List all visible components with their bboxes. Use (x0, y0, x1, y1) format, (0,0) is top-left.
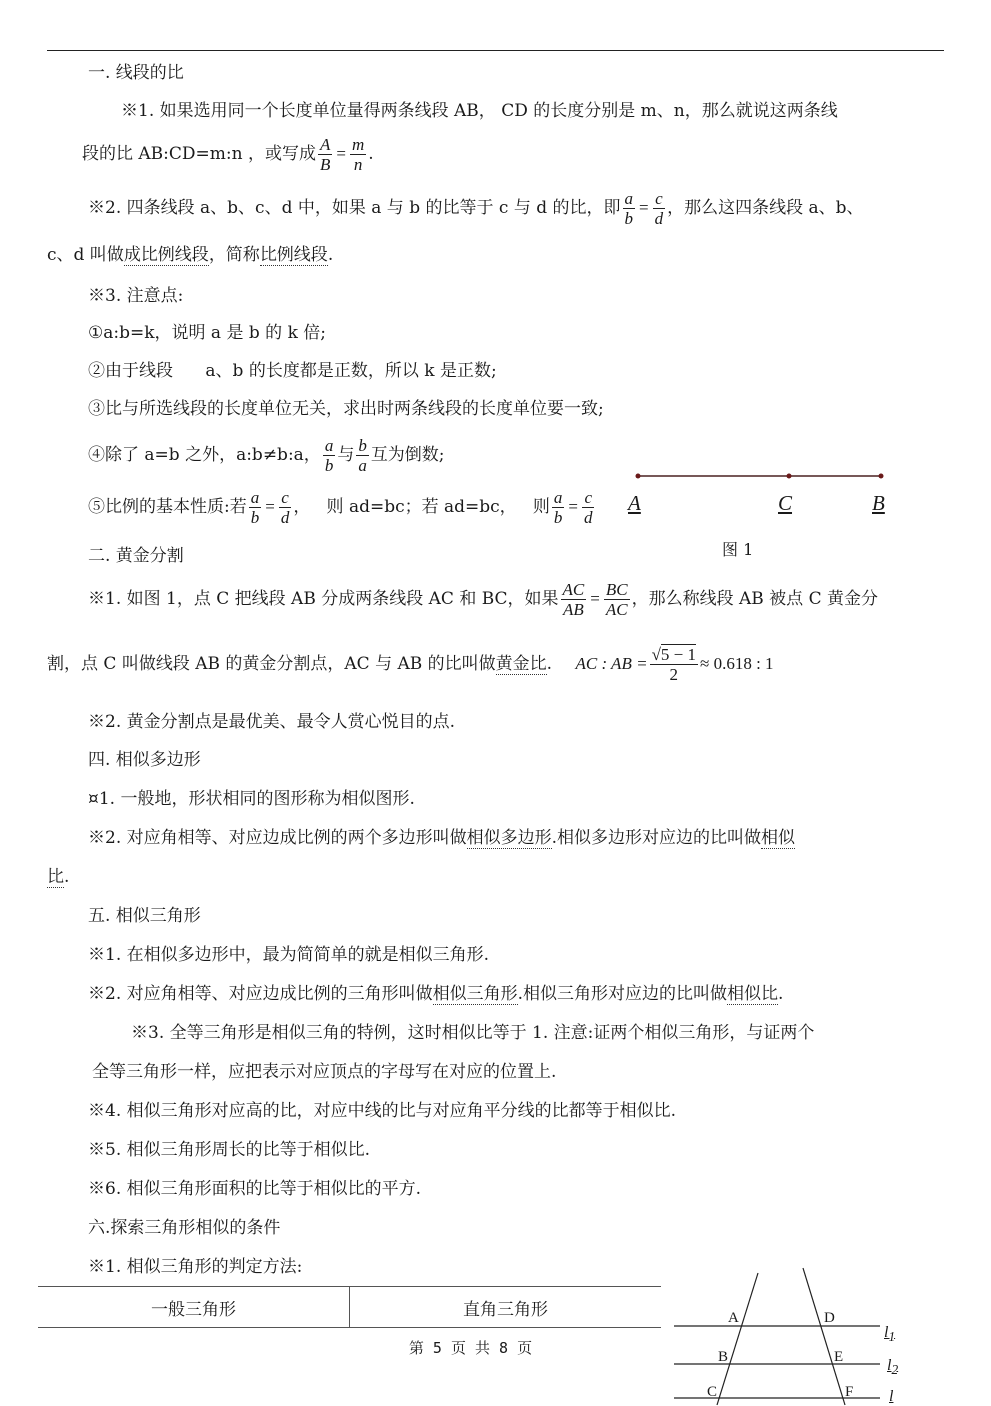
table-header-right-triangle: 直角三角形 (349, 1287, 661, 1327)
term-similarity-ratio-part2: 比 (47, 867, 64, 887)
line-label-l3: l (889, 1388, 894, 1405)
section1-item2-line2: c、d 叫做成比例线段，简称比例线段. (47, 245, 334, 265)
fraction-a-over-b: $\frac{a}{b}$ (324, 436, 334, 475)
line-label-l2: $l_2$ (887, 1357, 899, 1378)
fraction-a-over-b: $\frac{a}{b}$ (553, 488, 563, 527)
section1-item3: ※3. 注意点: (88, 286, 184, 306)
section5-item3-line1: ※3. 全等三角形是相似三角的特例，这时相似比等于 1. 注意:证两个相似三角形，与证两个 (131, 1023, 815, 1043)
fraction-c-over-d: $\frac{c}{d}$ (280, 488, 290, 527)
term-similarity-ratio: 相似比 (727, 984, 779, 1004)
section5-item3-line2: 全等三角形一样，应把表示对应顶点的字母写在对应的位置上. (92, 1062, 557, 1082)
section5-item6: ※6. 相似三角形面积的比等于相似比的平方. (88, 1179, 422, 1199)
point-label-C2: C (707, 1384, 718, 1400)
point-label-A2: A (728, 1310, 739, 1326)
point-label-B: B (872, 491, 885, 515)
point-label-C: C (778, 491, 793, 515)
fraction-A-over-B: $\frac{A}{B}$ (319, 135, 331, 174)
section6-heading: 六.探索三角形相似的条件 (88, 1218, 281, 1238)
point-label-B2: B (718, 1349, 729, 1365)
fraction-c-over-d: $\frac{c}{d}$ (583, 488, 593, 527)
section6-item1: ※1. 相似三角形的判定方法: (88, 1257, 303, 1277)
fraction-BC-over-AC: $\frac{BC}{AC}$ (605, 580, 628, 619)
golden-formula-fraction: $\frac{√5 - 1}{2}$ (651, 645, 696, 684)
fraction-a-over-b: $\frac{a}{b}$ (624, 189, 634, 228)
note-4: ④除了 a=b 之外，a:b≠b:a， $\frac{a}{b}$ 与 $\frac{b}{a}$ 互为倒数; (88, 436, 445, 475)
note-2: ②由于线段 a、b 的长度都是正数，所以 k 是正数; (88, 361, 497, 381)
section2-item1-line1: ※1. 如图 1，点 C 把线段 AB 分成两条线段 AC 和 BC，如果 $\frac{AC}{AB}$ = $\frac{BC}{AC}$ ，那么称线段 AB 被点 C 黄金分 (88, 580, 879, 619)
note-5: ⑤比例的基本性质:若 $\frac{a}{b}$ = $\frac{c}{d}$ ， 则 ad=bc；若 ad=bc， 则 $\frac{a}{b}$ = $\frac{c}{d}$ (88, 488, 593, 527)
term-proportional-segments-short: 比例线段 (259, 245, 328, 265)
line-label-l1: $l_1$ (884, 1324, 896, 1345)
term-similarity-ratio-part1: 相似 (761, 828, 796, 848)
table-header-general-triangle: 一般三角形 (151, 1299, 236, 1320)
section5-item1: ※1. 在相似多边形中，最为简简单的就是相似三角形. (88, 945, 490, 965)
section2-item1-line2: 割，点 C 叫做线段 AB 的黄金分割点，AC 与 AB 的比叫做黄金比. AC : AB = $\frac{√5 - 1}{2}$ ≈ 0.618 : 1 (47, 645, 774, 684)
figure1-caption: 图 1 (722, 540, 754, 559)
fraction-a-over-b: $\frac{a}{b}$ (250, 488, 260, 527)
note-1: ①a:b=k，说明 a 是 b 的 k 倍; (88, 323, 326, 343)
section1-item1-line1: ※1. 如果选用同一个长度单位量得两条线段 AB， CD 的长度分别是 m、n，那么就说这两条线 (121, 101, 838, 121)
point-label-D2: D (824, 1310, 835, 1326)
section4-heading: 四. 相似多边形 (88, 750, 201, 770)
point-label-A: A (628, 491, 641, 515)
note-3: ③比与所选线段的长度单位无关，求出时两条线段的长度单位要一致; (88, 399, 604, 419)
page-number: 第 5 页 共 8 页 (408, 1339, 533, 1357)
section1-item1-line2: 段的比 AB:CD=m:n ，或写成 $\frac{A}{B}$ = $\frac{m}{n}$ . (82, 135, 374, 174)
golden-formula-rhs: ≈ 0.618 : 1 (700, 654, 774, 673)
section5-item2: ※2. 对应角相等、对应边成比例的三角形叫做相似三角形.相似三角形对应边的比叫做相似比. (88, 984, 784, 1004)
section2-item2: ※2. 黄金分割点是最优美、最令人赏心悦目的点. (88, 712, 456, 732)
section4-item2-line1: ※2. 对应角相等、对应边成比例的两个多边形叫做相似多边形.相似多边形对应边的比叫做相似 (88, 828, 796, 848)
term-similar-polygons: 相似多边形 (466, 828, 552, 848)
fraction-AC-over-AB: $\frac{AC}{AB}$ (562, 580, 585, 619)
text: 段的比 AB:CD=m:n ，或写成 (82, 144, 316, 164)
term-golden-ratio: 黄金比 (495, 654, 547, 674)
point-label-F2: F (845, 1384, 854, 1400)
section4-item2-line2: 比. (47, 867, 70, 887)
section5-heading: 五. 相似三角形 (88, 906, 201, 926)
fraction-m-over-n: $\frac{m}{n}$ (351, 135, 365, 174)
section2-heading: 二. 黄金分割 (88, 546, 184, 566)
section4-item1: ¤1. 一般地，形状相同的图形称为相似图形. (88, 789, 415, 809)
section5-item5: ※5. 相似三角形周长的比等于相似比. (88, 1140, 371, 1160)
golden-formula-lhs: AC : AB = (575, 654, 648, 673)
fraction-c-over-d: $\frac{c}{d}$ (654, 189, 664, 228)
term-proportional-segments: 成比例线段 (123, 245, 209, 265)
term-similar-triangles: 相似三角形 (432, 984, 518, 1004)
point-label-E2: E (834, 1349, 844, 1365)
fraction-b-over-a: $\frac{b}{a}$ (358, 436, 367, 475)
section1-heading: 一. 线段的比 (88, 63, 184, 83)
section1-item2-line1: ※2. 四条线段 a、b、c、d 中，如果 a 与 b 的比等于 c 与 d 的比，即 $\frac{a}{b}$ = $\frac{c}{d}$ ，那么这四条线段 a、b、 (88, 189, 864, 228)
section5-item4: ※4. 相似三角形对应高的比，对应中线的比与对应角平分线的比都等于相似比. (88, 1101, 677, 1121)
